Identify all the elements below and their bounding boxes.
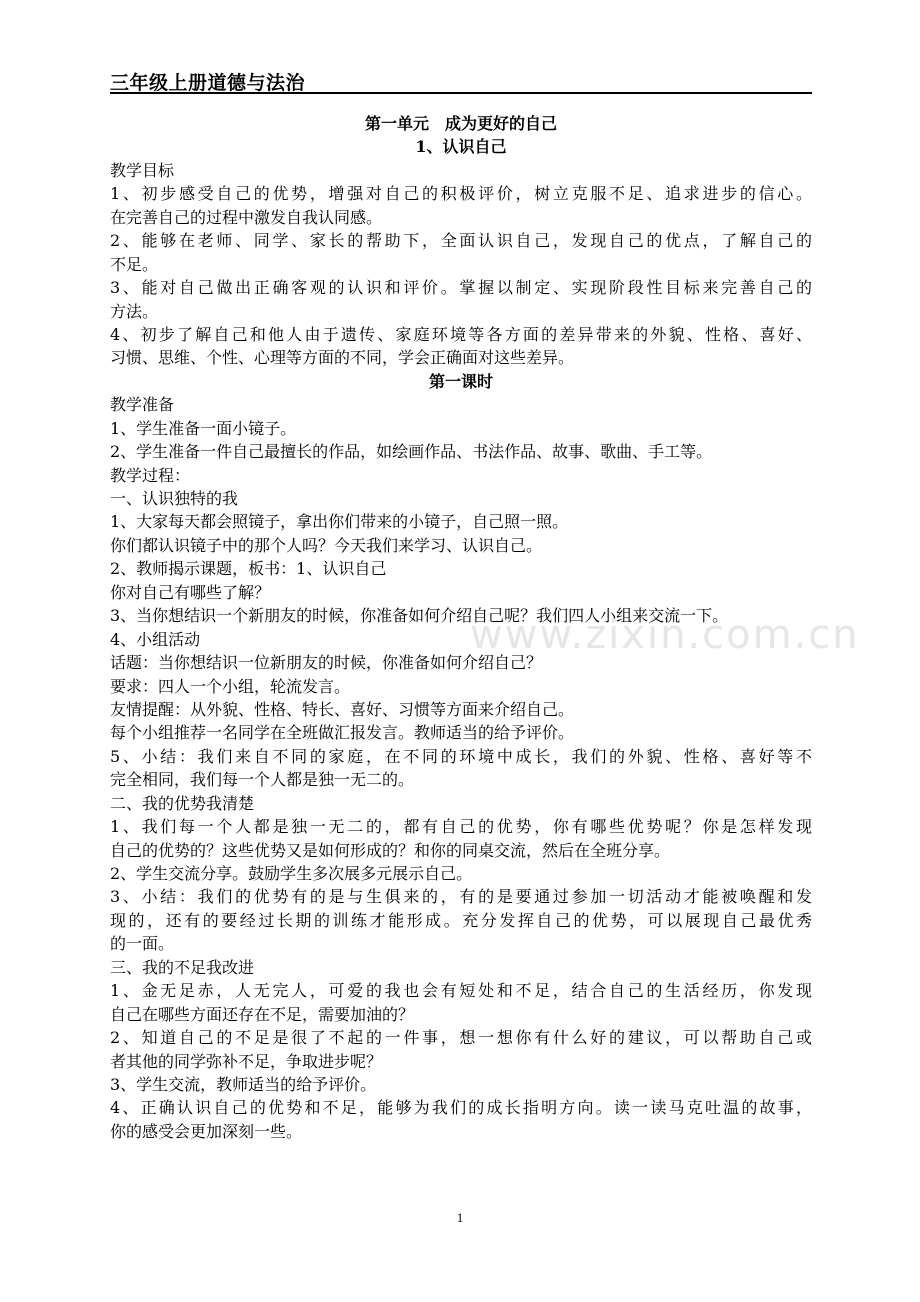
section-2-heading: 二、我的优势我清楚: [110, 793, 255, 813]
section-1-line-10: 每个小组推荐一名同学在全班做汇报发言。教师适当的给予评价。: [110, 723, 575, 743]
goal-4-line-1: 4、初步了解自己和他人由于遗传、家庭环境等各方面的差异带来的外貌、性格、喜好、: [110, 324, 812, 344]
section-1-summary-line-2: 完全相同，我们每一个人都是独一无二的。: [110, 770, 415, 790]
section-1-line-3: 2、教师揭示课题，板书：1、认识自己: [110, 559, 387, 579]
section-3-line-2: 自己在哪些方面还存在不足，需要加油的？: [110, 1004, 415, 1024]
section-1-line-7: 话题：当你想结识一位新朋友的时候，你准备如何介绍自己？: [110, 653, 543, 673]
document-body: [110, 112, 812, 1143]
goal-2-line-1: 2、能够在老师、同学、家长的帮助下，全面认识自己，发现自己的优点，了解自己的: [110, 231, 812, 251]
prep-heading: 教学准备: [110, 395, 175, 415]
section-1-line-9: 友情提醒：从外貌、性格、特长、喜好、习惯等方面来介绍自己。: [110, 699, 575, 719]
section-2-line-1: 1、我们每一个人都是独一无二的，都有自己的优势，你有哪些优势呢？你是怎样发现: [110, 817, 812, 837]
section-1-line-5: 3、当你想结识一个新朋友的时候，你准备如何介绍自己呢？我们四人小组来交流一下。: [110, 606, 729, 626]
section-1-summary-line-1: 5、小结：我们来自不同的家庭，在不同的环境中成长，我们的外貌、性格、喜好等不: [110, 746, 812, 766]
goal-3-line-2: 方法。: [110, 301, 159, 321]
unit-title: 第一单元 成为更好的自己: [364, 114, 557, 133]
section-2-summary-line-3: 的一面。: [110, 934, 175, 954]
section-1-line-2: 你们都认识镜子中的那个人吗？今天我们来学习、认识自己。: [110, 535, 543, 555]
section-1-line-6: 4、小组活动: [110, 629, 201, 649]
section-1-heading: 一、认识独特的我: [110, 489, 239, 508]
page-number: 1: [456, 1210, 464, 1225]
page-header: [110, 66, 812, 94]
goal-2-line-2: 不足。: [110, 254, 159, 274]
section-2-line-2: 自己的优势的？这些优势又是如何形成的？和你的同桌交流，然后在全班分享。: [110, 840, 671, 860]
section-3-line-4: 者其他的同学弥补不足，争取进步呢？: [110, 1051, 383, 1071]
section-1-line-4: 你对自己有哪些了解？: [110, 582, 271, 602]
section-3-line-7: 你的感受会更加深刻一些。: [110, 1121, 303, 1141]
section-3-line-1: 1、金无足赤，人无完人，可爱的我也会有短处和不足，结合自己的生活经历，你发现: [110, 981, 812, 1001]
goal-1-line-2: 在完善自己的过程中激发自我认同感。: [110, 207, 383, 227]
section-2-line-3: 2、学生交流分享。鼓励学生多次展多元展示自己。: [110, 864, 473, 883]
section-3-line-6: 4、正确认识自己的优势和不足，能够为我们的成长指明方向。读一读马克吐温的故事，: [110, 1098, 812, 1118]
prep-item-1: 1、学生准备一面小镜子。: [110, 418, 297, 438]
section-3-line-3: 2、知道自己的不足是很了不起的一件事，想一想你有什么好的建议，可以帮助自己或: [110, 1028, 812, 1048]
process-heading: 教学过程：: [110, 465, 191, 485]
goal-3-line-1: 3、能对自己做出正确客观的认识和评价。掌握以制定、实现阶段性目标来完善自己的: [110, 278, 812, 298]
watermark: www.zixin.com.cn: [470, 612, 860, 658]
period-title: 第一课时: [428, 371, 493, 391]
section-3-line-5: 3、学生交流，教师适当的给予评价。: [110, 1074, 377, 1094]
section-2-summary-line-2: 现的，还有的要经过长期的训练才能形成。充分发挥自己的优势，可以展现自己最优秀: [110, 910, 812, 930]
section-1-line-8: 要求：四人一个小组，轮流发言。: [110, 676, 351, 696]
lesson-title: 1、认识自己: [415, 137, 507, 157]
goals-heading: 教学目标: [110, 160, 175, 180]
section-3-heading: 三、我的不足我改进: [110, 957, 255, 977]
section-1-line-1: 1、大家每天都会照镜子，拿出你们带来的小镜子，自己照一照。: [110, 512, 569, 532]
prep-item-2: 2、学生准备一件自己最擅长的作品，如绘画作品、书法作品、故事、歌曲、手工等。: [110, 442, 713, 462]
section-2-summary-line-1: 3、小结：我们的优势有的是与生俱来的，有的是要通过参加一切活动才能被唤醒和发: [110, 887, 812, 907]
goal-1-line-1: 1、初步感受自己的优势，增强对自己的积极评价，树立克服不足、追求进步的信心。: [110, 184, 812, 204]
goal-4-line-2: 习惯、思维、个性、心理等方面的不同，学会正确面对这些差异。: [110, 348, 575, 368]
header-title: 三年级上册道德与法治: [110, 72, 306, 94]
